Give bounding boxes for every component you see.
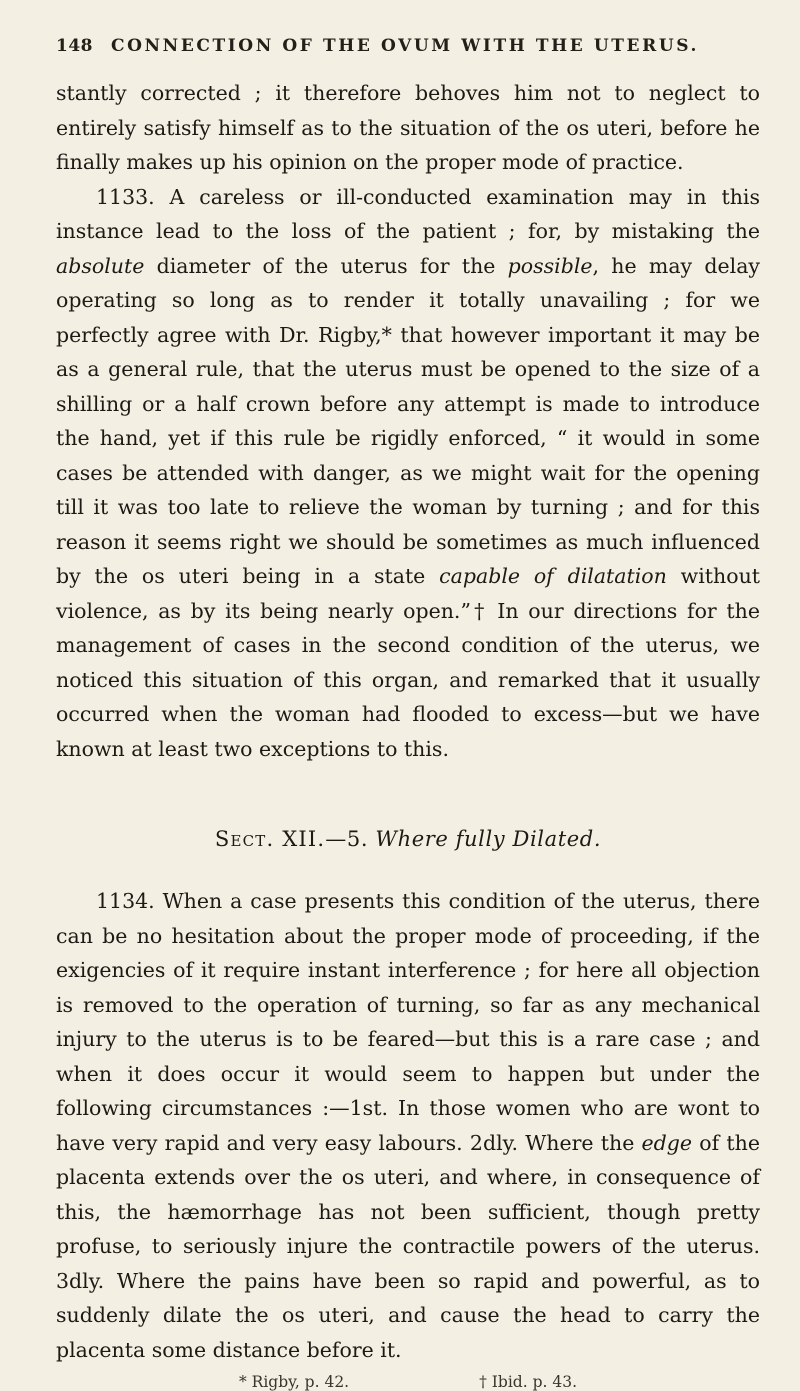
section-label: Sect. XII. [214, 827, 326, 851]
section-heading [56, 822, 760, 856]
footnote-1: * Rigby, p. 42. [238, 1373, 350, 1391]
footnotes [56, 1373, 760, 1391]
paragraph-text: without violence, as by its being nearly open.”† In our directions for the management of cases in the second condition of the uterus, we noticed this situation of this organ, and remarked that it usually occurred when the woman had flooded to excess—but we have known at least two exceptions to this. [56, 564, 761, 761]
running-title: CONNECTION OF THE OVUM WITH THE UTERUS. [111, 36, 700, 56]
paragraph-text: A careless or ill-conducted examination may in this instance lead to the loss of the patient ; for, by mistaking the [56, 184, 760, 243]
paragraph-text: When a case presents this condition of the uterus, there can be no hesitation about the proper mode of proceeding, if the exigencies of it require instant interference ; for here all objection is removed to the operation of turning, so far as any mechanical injury to the uterus is to be feared—but this is a rare case ; and when it does occur it would seem to happen but under the following circumstances :—1st. In those women who are wont to have very rapid and very easy labours. 2dly. Where the [56, 889, 760, 1155]
paragraph-text: , he may delay operating so long as to render it totally unavailing ; for we perfectly agree with Dr. Rigby,* that however important it may be as a general rule, that the uterus must be opened to the size of a shilling or a half crown before any attempt is made to introduce the hand, yet if this rule be rigidly enforced, “ it would in some cases be attended with danger, as we might wait for the opening till it was too late to relieve the woman by turning ; and for this reason it seems right we should be sometimes as much influenced by the os uteri being in a state [56, 253, 760, 588]
section-dash: —5. [325, 827, 376, 851]
paragraph-number: 1133. [96, 184, 155, 209]
paragraph-1134 [56, 884, 760, 1367]
page-number: 148 [56, 36, 93, 56]
paragraph-text: of the placenta extends over the os uteri, and where, in consequence of this, the hæmorrhage has not been sufficient, though pretty profuse, to seriously injure the contractile powers of the uterus. 3dly. Where the pains have been so rapid and powerful, as to suddenly dilate the os uteri, and cause the head to carry the placenta some distance before it. [56, 1130, 760, 1362]
paragraph-number: 1134. [96, 889, 155, 913]
emphasis-capable-of-dilatation: capable of dilatation [439, 564, 667, 588]
emphasis-edge: edge [641, 1130, 693, 1155]
emphasis-absolute: absolute [56, 253, 145, 278]
section-title: Where fully Dilated. [375, 827, 602, 851]
body-text [56, 76, 760, 1367]
running-header [56, 36, 760, 56]
footnote-2: † Ibid. p. 43. [479, 1373, 578, 1391]
paragraph-continuation: stantly corrected ; it therefore behoves him not to neglect to entirely satisfy himself as to the situation of the os uteri, before he finally makes up his opinion on the proper mode of practice. [56, 81, 760, 174]
emphasis-possible: possible [507, 253, 593, 278]
paragraph-1133 [56, 180, 760, 767]
paragraph-text: diameter of the uterus for the [144, 253, 508, 278]
